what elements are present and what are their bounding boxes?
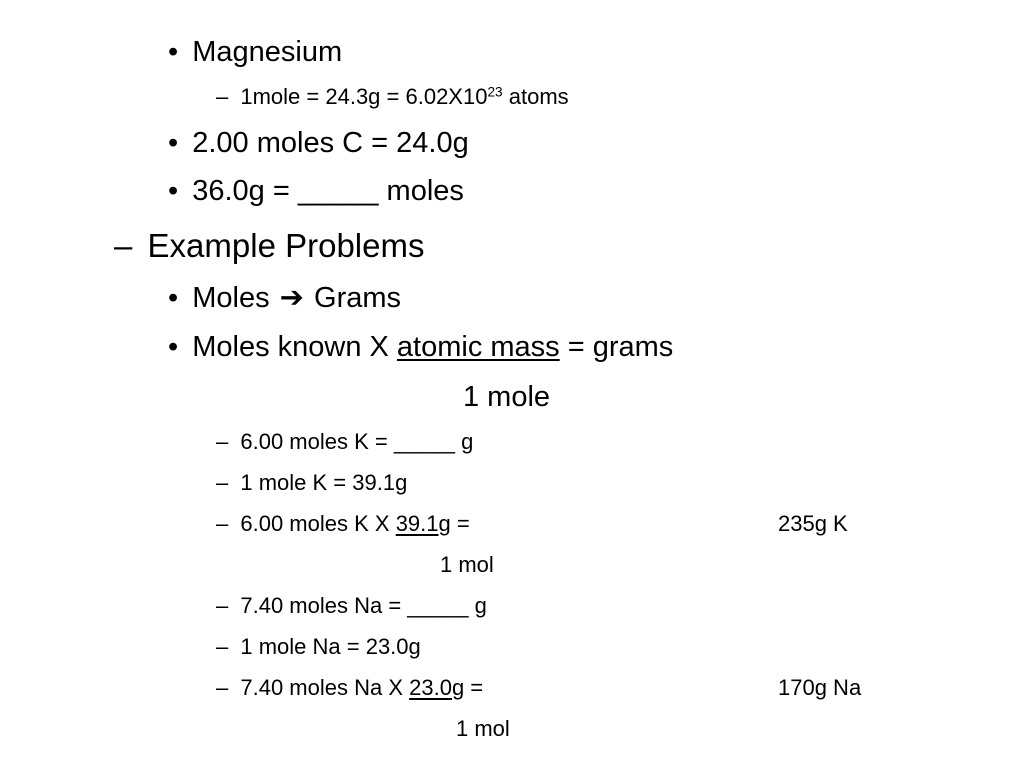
grams-to-moles-text: 36.0g = _____ moles: [192, 175, 464, 207]
bullet-dash: –: [216, 593, 229, 618]
sub-bullet-k-fact: – 1 mole K = 39.1g: [216, 470, 408, 495]
na-denominator: 1 mol: [456, 716, 510, 741]
bullet-dash: –: [216, 675, 229, 700]
bullet-dot: •: [168, 36, 179, 68]
bullet-dot: •: [168, 127, 179, 159]
underlined-term: atomic mass: [396, 331, 560, 363]
bullet-dash: –: [216, 511, 229, 536]
bullet-dash: –: [216, 84, 229, 109]
sub-bullet-k-question: – 6.00 moles K = _____ g: [216, 429, 474, 454]
bullet-dash: –: [216, 634, 229, 659]
sub-bullet-na-question: – 7.40 moles Na = _____ g: [216, 593, 487, 618]
sub-bullet-mg-mole: [216, 86, 569, 108]
exponent: 23: [487, 84, 503, 100]
bullet-dot: •: [168, 282, 179, 314]
bullet-carbon: [168, 129, 469, 158]
example-problems-heading: [114, 229, 424, 262]
underlined-term: 23.0g: [409, 675, 465, 700]
sub-bullet-na-fact: – 1 mole Na = 23.0g: [216, 634, 421, 659]
sub-bullet-na-calc: – 7.40 moles Na X 23.0g =: [216, 675, 484, 700]
heading-text: Example Problems: [147, 227, 425, 264]
bullet-magnesium: [168, 38, 342, 67]
arrow-right-icon: ➔: [279, 280, 304, 314]
na-answer: 170g Na: [778, 675, 862, 700]
bullet-dot: •: [168, 175, 179, 207]
bullet-dash: –: [216, 470, 229, 495]
formula-denominator: 1 mole: [463, 381, 551, 413]
bullet-dash: –: [114, 227, 133, 264]
underlined-term: 39.1g: [395, 511, 451, 536]
sub-bullet-k-calc: – 6.00 moles K X 39.1g =: [216, 511, 470, 536]
bullet-grams-to-moles: [168, 177, 464, 206]
formula-text: Moles known X atomic mass = grams: [192, 331, 674, 363]
carbon-text: 2.00 moles C = 24.0g: [192, 127, 469, 159]
bullet-formula: [168, 333, 673, 362]
mg-mole-text: 1mole = $24.3g = 6.02X10^{23}$ atoms: [240, 84, 569, 109]
bullet-dash: –: [216, 429, 229, 454]
k-denominator: 1 mol: [440, 552, 494, 577]
bullet-dot: •: [168, 331, 179, 363]
k-answer: 235g K: [778, 511, 848, 536]
bullet-moles-to-grams: [168, 280, 402, 314]
magnesium-text: Magnesium: [192, 36, 343, 68]
moles-grams-text: Moles ➔ Grams: [192, 280, 402, 314]
